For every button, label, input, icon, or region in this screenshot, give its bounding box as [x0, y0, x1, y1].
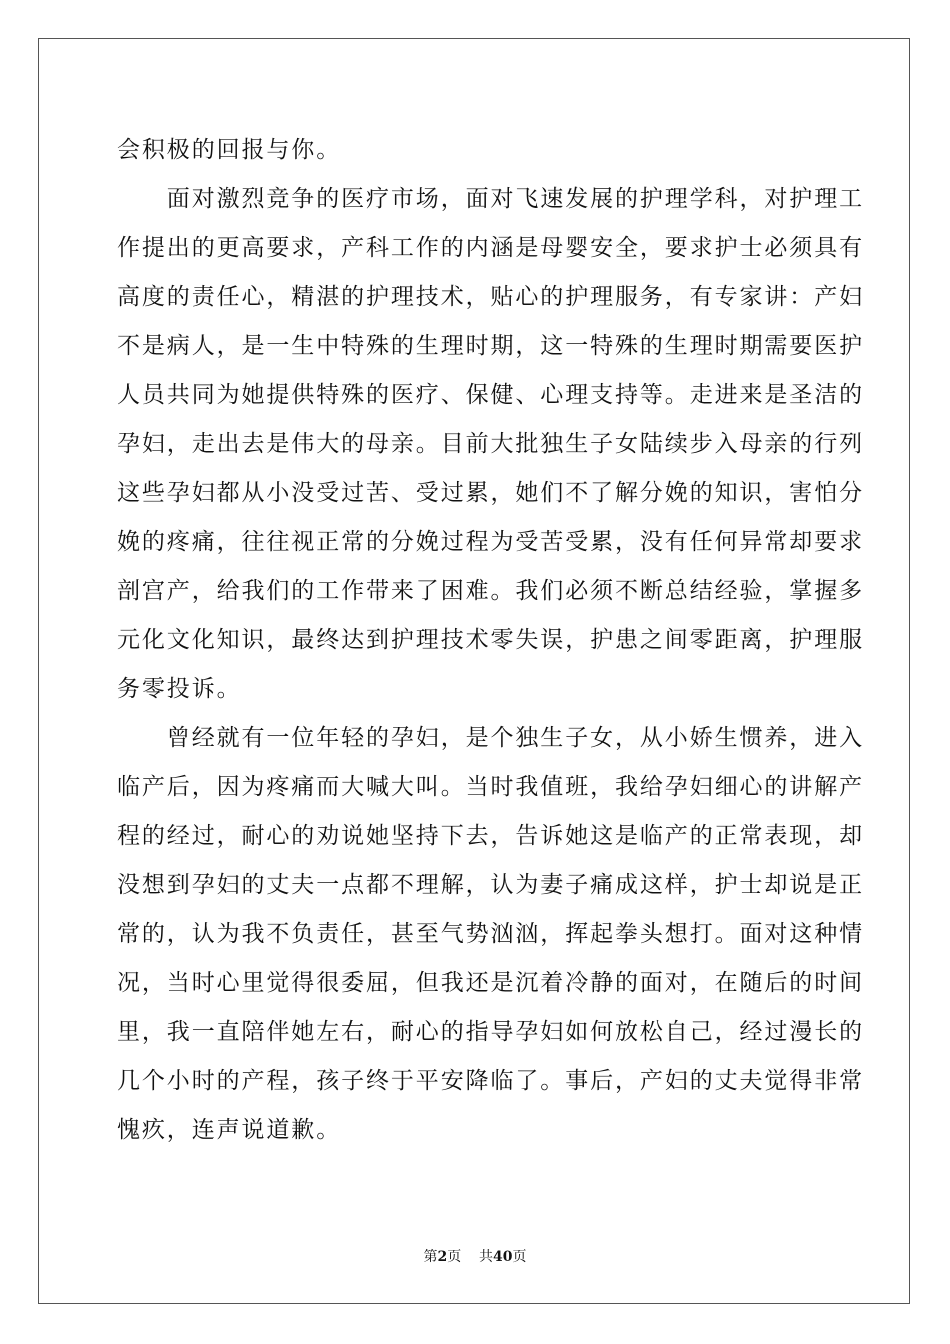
text-line: 临产后，因为疼痛而大喊大叫。当时我值班，我给孕妇细心的讲解产 — [117, 774, 864, 800]
text-line: 程的经过，耐心的劝说她坚持下去，告诉她这是临产的正常表现，却 — [117, 823, 864, 849]
text-line: 曾经就有一位年轻的孕妇，是个独生子女，从小娇生惯养，进入 — [117, 725, 864, 751]
page-prefix: 第 — [423, 1249, 438, 1265]
text-line: 人员共同为她提供特殊的医疗、保健、心理支持等。走进来是圣洁的 — [117, 382, 864, 408]
text-line: 娩的疼痛，往往视正常的分娩过程为受苦受累，没有任何异常却要求 — [117, 529, 864, 555]
total-pages: 40 — [493, 1249, 513, 1265]
total-prefix: 共 — [479, 1249, 494, 1265]
text-line: 面对激烈竞争的医疗市场，面对飞速发展的护理学科，对护理工 — [117, 186, 864, 212]
text-line: 高度的责任心，精湛的护理技术，贴心的护理服务，有专家讲：产妇 — [117, 284, 864, 310]
text-line: 作提出的更高要求，产科工作的内涵是母婴安全，要求护士必须具有 — [117, 235, 864, 261]
text-line: 会积极的回报与你。 — [117, 137, 342, 163]
text-line: 不是病人，是一生中特殊的生理时期，这一特殊的生理时期需要医护 — [117, 333, 864, 359]
text-line: 这些孕妇都从小没受过苦、受过累，她们不了解分娩的知识，害怕分 — [117, 480, 864, 506]
text-line: 务零投诉。 — [117, 676, 242, 702]
text-line: 常的，认为我不负责任，甚至气势汹汹，挥起拳头想打。面对这种情 — [117, 921, 864, 947]
text-line: 元化文化知识，最终达到护理技术零失误，护患之间零距离，护理服 — [117, 627, 864, 653]
text-line: 剖宫产，给我们的工作带来了困难。我们必须不断总结经验，掌握多 — [117, 578, 864, 604]
page-number: 2 — [437, 1249, 448, 1265]
text-line: 没想到孕妇的丈夫一点都不理解，认为妻子痛成这样，护士却说是正 — [117, 872, 864, 898]
text-line: 几个小时的产程，孩子终于平安降临了。事后，产妇的丈夫觉得非常 — [117, 1068, 864, 1094]
text-line: 孕妇，走出去是伟大的母亲。目前大批独生子女陆续步入母亲的行列 — [117, 431, 864, 457]
text-line: 里，我一直陪伴她左右，耐心的指导孕妇如何放松自己，经过漫长的 — [117, 1019, 864, 1045]
text-line: 愧疚，连声说道歉。 — [117, 1117, 342, 1143]
page-footer — [0, 1246, 950, 1266]
page-suffix: 页 — [447, 1249, 462, 1265]
total-suffix: 页 — [512, 1249, 527, 1265]
text-line: 况，当时心里觉得很委屈，但我还是沉着冷静的面对，在随后的时间 — [117, 970, 864, 996]
